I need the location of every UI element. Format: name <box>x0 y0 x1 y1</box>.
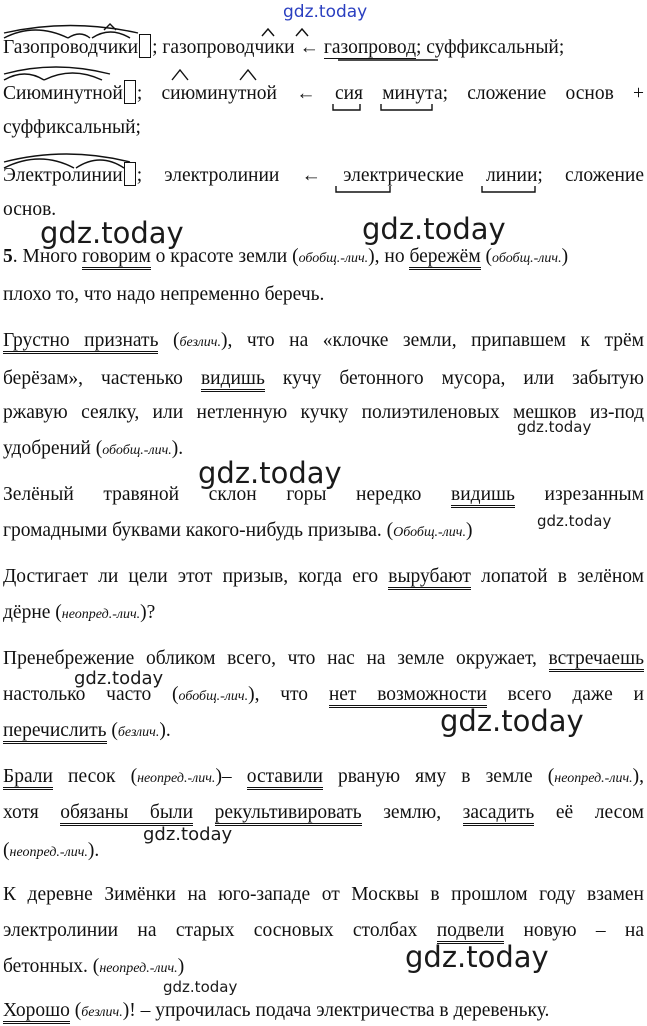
space <box>193 802 215 823</box>
derivation-text: ; сиюминутной ← <box>136 83 335 104</box>
text: бетонных. ( <box>3 956 100 977</box>
space <box>363 83 382 104</box>
sentence-type: неопред.-лич. <box>9 845 88 860</box>
text: ). <box>159 720 171 741</box>
method-text: ; суффиксальный; <box>416 37 565 58</box>
word-gazoprovodchiki: Газопроводчики <box>3 37 139 58</box>
text: всего даже и <box>486 684 644 705</box>
text: ( <box>106 720 118 741</box>
watermark: gdz.today <box>405 940 549 974</box>
text: кучу бетонного мусора, или забытую <box>264 368 644 389</box>
p5-line-1 <box>3 246 568 270</box>
text: ( <box>480 246 493 267</box>
p5-line-2: плохо то, что надо непременно беречь. <box>3 284 325 305</box>
watermark-top: gdz.today <box>283 2 368 22</box>
watermark: gdz.today <box>362 212 506 246</box>
predicate: рекультивировать <box>215 802 362 826</box>
sentence-type: безлич. <box>179 335 221 350</box>
predicate: засадить <box>463 802 535 826</box>
predicate: говорим <box>82 246 151 270</box>
base-word-1: электрические <box>343 165 464 186</box>
predicate: вырубают <box>388 566 471 590</box>
word-elektrolinii: Электролинии <box>3 165 123 186</box>
text: настолько часто ( <box>3 684 179 705</box>
watermark: gdz.today <box>198 456 342 490</box>
text: рваную яму в земле ( <box>322 766 555 787</box>
text: ), что на «клочке земли, припавшем к трём <box>220 330 644 351</box>
ending-box <box>124 162 136 186</box>
text: ) <box>177 956 185 977</box>
sentence-type: неопред.-лич. <box>61 607 141 622</box>
p10-line-2 <box>3 802 644 824</box>
predicate: Грустно признать <box>3 330 158 354</box>
sentence-type: Обобщ.-лич. <box>393 525 466 540</box>
watermark: gdz.today <box>440 704 584 738</box>
p6-line-1 <box>3 330 644 354</box>
method-text: ; сложение основ + <box>442 83 644 104</box>
base-word-2: линии <box>485 165 538 186</box>
text: песок ( <box>52 766 138 787</box>
morph-line-1 <box>3 34 564 59</box>
p7-line-1 <box>3 484 644 506</box>
sentence-type: обобщ.-лич. <box>102 443 172 458</box>
text: )! – упрочилась подача электричества в деревеньку. <box>122 1000 550 1021</box>
text: хотя <box>3 802 61 823</box>
sentence-type: обобщ.-лич. <box>492 251 562 266</box>
watermark: gdz.today <box>163 978 238 996</box>
ending-box <box>139 34 151 58</box>
morph-line-5: основ. <box>3 199 57 220</box>
base-word: газопровод <box>323 37 416 58</box>
predicate: Брали <box>3 766 53 790</box>
watermark: gdz.today <box>74 668 164 689</box>
text: ( <box>158 330 180 351</box>
morph-line-4 <box>3 162 644 187</box>
text: ). <box>87 840 100 861</box>
watermark: gdz.today <box>143 824 233 845</box>
text: )– <box>215 766 247 787</box>
text: Пренебрежение обликом всего, что нас на земле окружает, <box>3 648 549 669</box>
p6-line-4 <box>3 438 183 462</box>
text: ), <box>632 766 644 787</box>
sentence-type: неопред.-лич. <box>137 771 216 786</box>
text: ( <box>3 840 10 861</box>
text: изрезанным <box>514 484 645 505</box>
text: лопатой в зелёном <box>470 566 644 587</box>
text: ). <box>171 438 184 459</box>
predicate: подвели <box>437 920 504 944</box>
ending-box <box>124 80 136 104</box>
text: громадными буквами какого-нибудь призыва. ( <box>3 520 394 541</box>
space <box>464 165 486 186</box>
text: дёрне ( <box>3 602 62 623</box>
p11-line-1: К деревне Зимёнки на юго-западе от Москвы в прошлом году взамен <box>3 884 644 905</box>
p11-line-2 <box>3 920 644 942</box>
morph-line-2 <box>3 80 644 105</box>
predicate: бережём <box>409 246 480 270</box>
text: ), но <box>368 246 410 267</box>
watermark: gdz.today <box>40 216 184 250</box>
word-siyuminutnoy: Сиюминутной <box>3 83 123 104</box>
text: ) <box>465 520 473 541</box>
sentence-type: безлич. <box>81 1005 123 1020</box>
sentence-type: безлич. <box>117 725 160 740</box>
sentence-type: неопред.-лич. <box>554 771 633 786</box>
morph-line-3: суффиксальный; <box>3 117 141 138</box>
text: землю, <box>361 802 463 823</box>
text: удобрений ( <box>3 438 103 459</box>
predicate: перечислить <box>3 720 107 744</box>
p11-line-3 <box>3 956 184 980</box>
sentence-type: обобщ.-лич. <box>298 251 369 266</box>
text: Зелёный травяной склон горы нередко <box>3 484 452 505</box>
task-number: 5 <box>3 246 13 267</box>
sentence-type: обобщ.-лич. <box>178 689 249 704</box>
watermark: gdz.today <box>517 418 592 436</box>
text: её лесом <box>534 802 644 823</box>
watermark: gdz.today <box>537 512 612 530</box>
text: новую – на <box>504 920 644 941</box>
p7-line-2 <box>3 520 472 544</box>
p10-line-1 <box>3 766 644 790</box>
predicate: Хорошо <box>3 1000 70 1024</box>
text: электролинии на старых сосновых столбах <box>3 920 437 941</box>
text: ), что <box>248 684 329 705</box>
p6-line-3: ржавую сеялку, или нетленную кучку полиэтиленовых мешков из-под <box>3 402 644 423</box>
p8-line-2 <box>3 602 155 626</box>
text: Достигает ли цели этот призыв, когда его <box>3 566 389 587</box>
p9-line-3 <box>3 720 171 744</box>
predicate: видишь <box>201 368 265 392</box>
base-word-1: сия <box>334 83 363 104</box>
derivation-text: ; газопроводчики ← <box>152 37 324 58</box>
text: )? <box>140 602 156 623</box>
sentence-type: неопред.-лич. <box>99 961 178 976</box>
text: . Много <box>12 246 83 267</box>
p6-line-2 <box>3 368 644 390</box>
derivation-text: ; электролинии ← <box>136 165 344 186</box>
p9-line-1 <box>3 648 644 670</box>
predicate: встречаешь <box>549 648 644 672</box>
text: о красоте земли ( <box>150 246 299 267</box>
predicate: обязаны были <box>60 802 193 826</box>
predicate: видишь <box>451 484 515 508</box>
text: берёзам», частенько <box>3 368 201 389</box>
p10-line-3 <box>3 840 99 864</box>
text: ( <box>69 1000 82 1021</box>
method-text: ; сложение <box>537 165 645 186</box>
predicate: нет возможности <box>329 684 487 708</box>
text: ) <box>561 246 569 267</box>
base-word-2: минута <box>382 83 443 104</box>
predicate: оставили <box>247 766 323 790</box>
p8-line-1 <box>3 566 644 588</box>
p12-line-1 <box>3 1000 549 1024</box>
